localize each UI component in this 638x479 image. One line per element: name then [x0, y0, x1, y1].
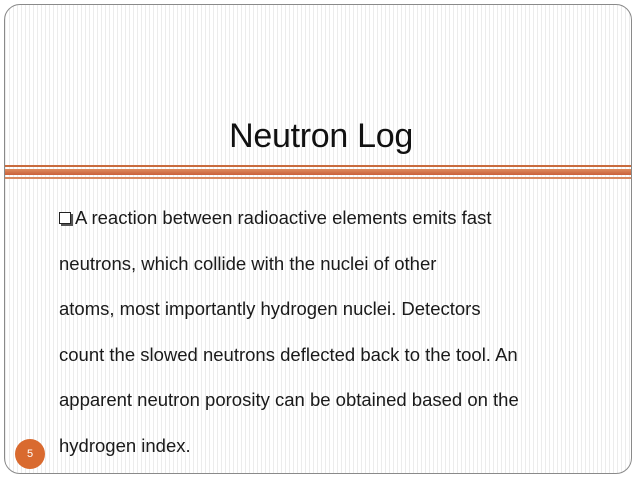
title-divider-top: [5, 165, 631, 167]
body-line: hydrogen index.: [59, 434, 191, 456]
body-line: neutrons, which collide with the nuclei of other: [59, 252, 437, 274]
slide-frame: [4, 4, 632, 474]
body-line: atoms, most importantly hydrogen nuclei. Detectors: [59, 298, 481, 319]
title-divider: [5, 169, 631, 175]
slide-title: Neutron Log: [229, 117, 413, 155]
title-divider-bottom: [5, 177, 631, 179]
checkbox-square-icon: [59, 212, 71, 224]
bullet-paragraph: [59, 195, 619, 468]
body-line-text: A reaction between radioactive elements emits fast: [75, 207, 492, 228]
body-line: count the slowed neutrons deflected back to the tool. An: [59, 343, 518, 365]
body-line: apparent neutron porosity can be obtained based on the: [59, 389, 519, 410]
page-number-badge: 5: [15, 439, 45, 469]
body-line: [59, 195, 619, 241]
